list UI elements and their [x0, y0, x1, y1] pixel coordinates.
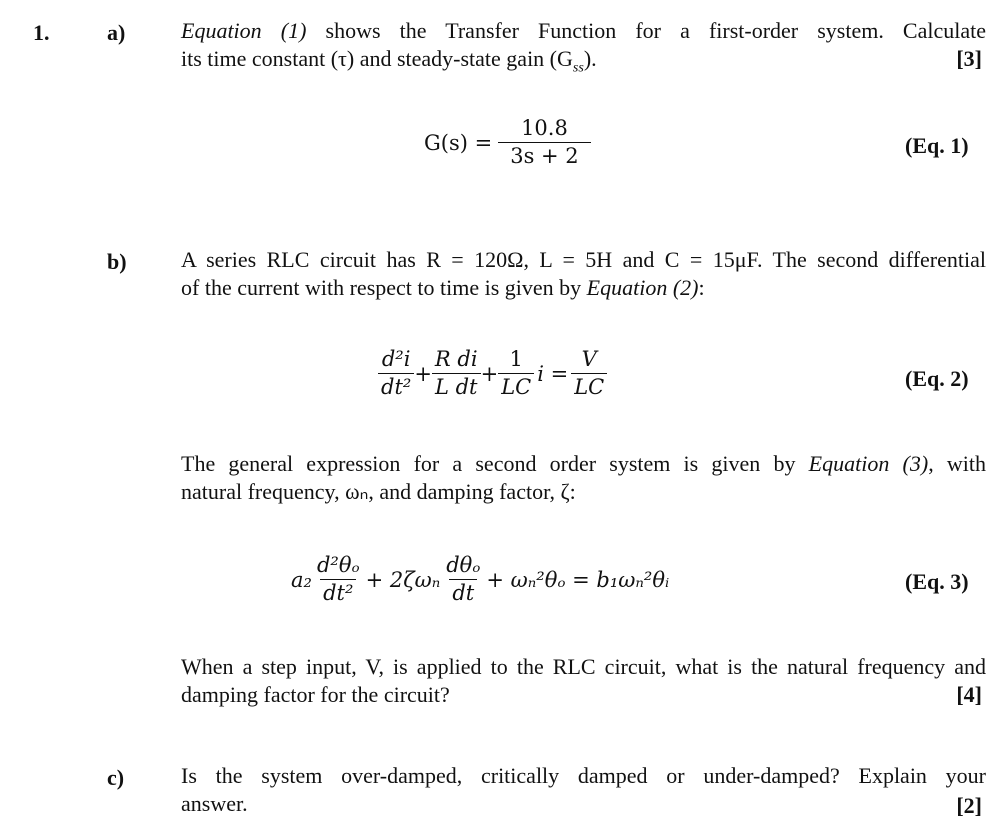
part-b-label: b) — [107, 249, 127, 274]
equation-1 — [424, 115, 591, 170]
general-expression-text — [181, 450, 986, 506]
eq2-term2 — [432, 346, 481, 401]
eq2-term3-num: 1 — [509, 347, 523, 371]
part-a-text-line1: shows the Transfer Function for a first-order system. Calculate — [306, 18, 986, 43]
part-b-intro-line1: A series RLC circuit has R = 120Ω, L = 5H and C = 15μF. The second differential — [181, 247, 986, 272]
part-c-line1: Is the system over-damped, critically damped or under-damped? Explain your — [181, 763, 986, 788]
eq2-plus1: + — [414, 361, 432, 386]
eq1-lhs: G(s) = — [424, 130, 493, 155]
eq1-fraction — [498, 115, 590, 170]
part-b-intro-line2: of the current with respect to time is given by — [181, 275, 587, 300]
eq2-term1-num: d²i — [381, 347, 411, 371]
gain-subscript: ss — [572, 60, 584, 76]
eq2-term4-den: LC — [571, 373, 607, 401]
part-b-question-line1: When a step input, V, is applied to the RLC circuit, what is the natural frequency and — [181, 654, 986, 679]
eq2-term3-den: LC — [498, 373, 534, 401]
part-a-text — [181, 17, 986, 82]
eq1-numerator: 10.8 — [521, 116, 568, 140]
part-c-text — [181, 762, 986, 818]
eq2-term4 — [571, 346, 607, 401]
eq3-term2-den: dt — [449, 579, 477, 607]
eq3-a2: a₂ — [291, 567, 312, 592]
eq3-term2 — [443, 552, 483, 607]
eq3-label: (Eq. 3) — [905, 569, 969, 594]
part-c-marks: [2] — [956, 793, 982, 818]
question-number: 1. — [33, 20, 50, 45]
equation-2 — [378, 346, 607, 401]
eq2-term1-den: dt² — [378, 373, 414, 401]
equation-3-reference: Equation (3) — [808, 451, 929, 476]
part-b-intro-colon: : — [698, 275, 705, 300]
part-a-marks: [3] — [956, 46, 982, 71]
general-line1-end: , with — [928, 451, 986, 476]
part-b-intro — [181, 246, 986, 302]
part-c-label: c) — [107, 765, 125, 790]
eq2-term3 — [498, 346, 534, 401]
equation-1-reference: Equation (1) — [181, 18, 307, 43]
eq3-term1 — [314, 552, 363, 607]
eq2-term1 — [378, 346, 414, 401]
eq2-term2-den: L dt — [432, 373, 481, 401]
part-a-text-end: ). — [583, 46, 597, 71]
eq3-term1-den: dt² — [320, 579, 356, 607]
eq3-term1-num: d²θₒ — [316, 553, 360, 577]
part-a-label: a) — [107, 20, 126, 45]
part-b-question — [181, 653, 986, 709]
eq2-term2-num: R di — [434, 347, 478, 371]
general-line2: natural frequency, ωₙ, and damping factor, ζ: — [181, 479, 576, 504]
part-c-line2: answer. — [181, 791, 248, 816]
part-a-text-line2: its time constant (τ) and steady-state gain (G — [181, 46, 573, 71]
eq1-label: (Eq. 1) — [905, 133, 969, 158]
eq1-denominator: 3s + 2 — [498, 142, 590, 170]
equation-3 — [291, 552, 669, 607]
eq2-term4-num: V — [581, 347, 597, 371]
eq3-rest: + ωₙ²θₒ = b₁ωₙ²θᵢ — [486, 567, 670, 592]
eq3-term2-num: dθₒ — [446, 553, 481, 577]
eq2-label: (Eq. 2) — [905, 366, 969, 391]
equation-2-reference: Equation (2) — [586, 275, 699, 300]
part-b-question-line2: damping factor for the circuit? — [181, 682, 450, 707]
general-line1: The general expression for a second order system is given by — [181, 451, 809, 476]
eq2-plus2: + — [480, 361, 499, 386]
part-b-marks: [4] — [956, 682, 982, 707]
eq3-damping-term: + 2ζωₙ — [365, 567, 441, 592]
eq2-i-equals: i = — [537, 361, 569, 386]
